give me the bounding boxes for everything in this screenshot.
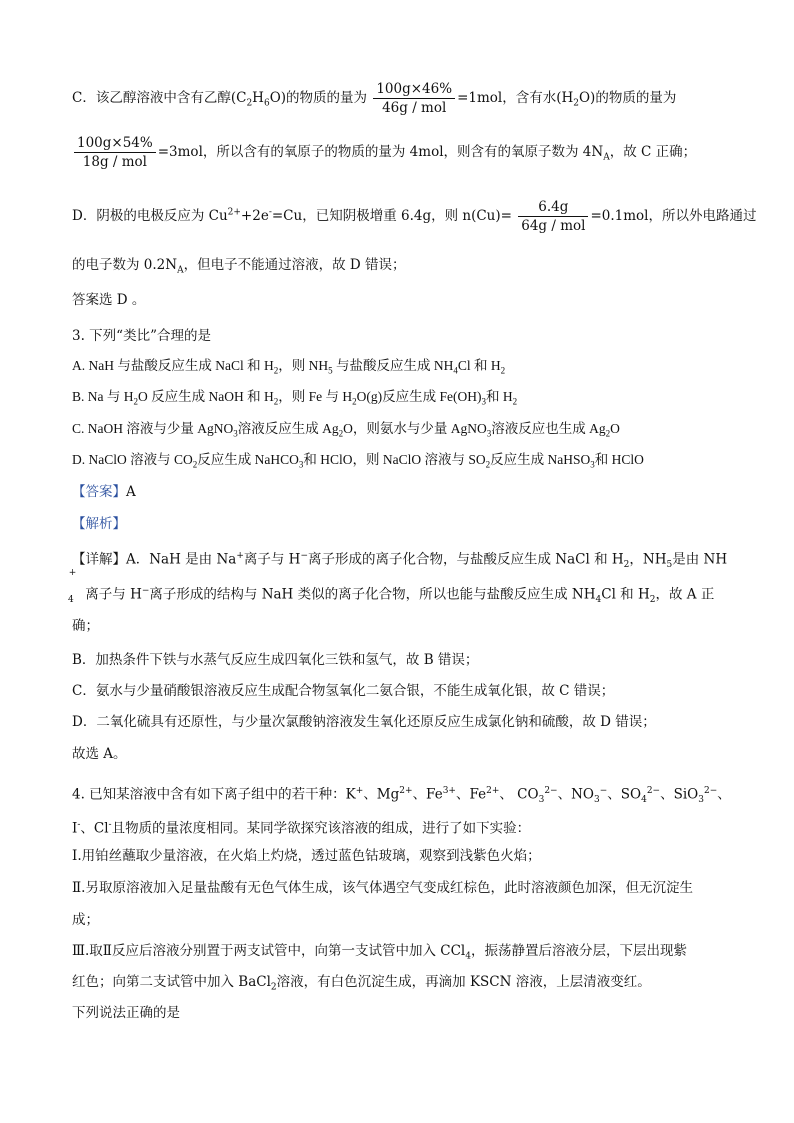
q3-analysis-tag: 【解析】 <box>72 516 126 532</box>
fraction-copper: $\frac{6.4g}{\text{64g / mol}}$ <box>518 198 588 235</box>
q4-line-1: 4. 已知某溶液中含有如下离子组中的若干种：K+、$Mg^{2+}$、$Fe^{3+}$、$Fe^{2+}$、 $CO_3^{2-}$、$NO_3^-$、$SO_4^{2-}$、SiO$_3^{2-}$、 <box>72 786 731 806</box>
answer-tag: 【答案】 <box>72 484 126 500</box>
q3-option-c: C. NaOH 溶液与少量 AgNO$_3$溶液反应生成 $Ag_2O$，则氨水与少量 AgNO$_3$溶液反应也生成 $Ag_2O$ <box>72 421 620 439</box>
fraction-water: $\frac{100g\times 54\%}{\text{18g / mol}}$ <box>74 134 156 171</box>
q4-step-1: Ⅰ.用铂丝蘸取少量溶液，在火焰上灼烧，透过蓝色钴玻璃，观察到浅紫色火焰； <box>72 848 541 864</box>
q3-detail-1: 【详解】A．NaH 是由 Na+离子与 H−离子形成的离子化合物，与盐酸反应生成 NaCl 和 $H_2$，$NH_5$是由 NH <box>72 551 728 571</box>
q3-option-a: A. NaH 与盐酸反应生成 NaCl 和 $H_2$，则 $NH_5$ 与盐酸反应生成 $NH_4Cl$ 和 $H_2$ <box>72 358 506 376</box>
q3-detail-3: 确； <box>72 618 99 634</box>
c-line-2: $\frac{100g\times 54\%}{\text{18g / mol}}$ =3mol，所以含有的氧原子的物质的量为 4mol，则含有的氧原子数为 $4N_A$，故 C 正确； <box>72 134 696 171</box>
q4-step-3b: 红色；向第二支试管中加入 BaCl$_2$溶液，有白色沉淀生成，再滴加 KSCN 溶液，上层清液变红。 <box>72 974 651 993</box>
q4-step-2: Ⅱ.另取原溶液加入足量盐酸有无色气体生成，该气体遇空气变成红棕色，此时溶液颜色加深，但无沉淀生 <box>72 880 693 896</box>
answer-line: 答案选 D 。 <box>72 292 146 308</box>
q3-option-b: B. Na 与 $H_2O$ 反应生成 NaOH 和 $H_2$，则 Fe 与 $H_2O(g)$反应生成 $Fe(OH)_3$和 $H_2$ <box>72 389 518 407</box>
q3-title: 3. 下列“类比”合理的是 <box>72 328 211 344</box>
q3-option-d: D. NaClO 溶液与 $CO_2$反应生成 NaHCO$_3$和 HClO，则 NaClO 溶液与 $SO_2$反应生成 NaHSO$_3$和 HClO <box>72 452 644 470</box>
q3-detail-d: D．二氧化硫具有还原性，与少量次氯酸钠溶液发生氧化还原反应生成氯化钠和硫酸，故 D 错误； <box>72 714 656 730</box>
q3-detail-c: C．氨水与少量硝酸银溶液反应生成配合物氢氧化二氨合银，不能生成氧化银，故 C 错误； <box>72 683 615 699</box>
q4-line-2: I-、Cl-且物质的量浓度相同。某同学欲探究该溶液的组成，进行了如下实验： <box>72 820 531 837</box>
d-line-1: D．阴极的电极反应为 $Cu^{2+}+2e^-=Cu$，已知阴极增重 6.4g，则 n(Cu)= $\frac{6.4g}{\text{64g / mol}}$ =0.1mol，所以外电路通过 <box>72 199 757 234</box>
q3-detail-b: B．加热条件下铁与水蒸气反应生成四氧化三铁和氢气，故 B 错误； <box>72 652 479 668</box>
d-line-2: 的电子数为 $0.2N_A$，但电子不能通过溶液，故 D 错误； <box>72 257 406 276</box>
q3-conclusion: 故选 A。 <box>72 746 127 762</box>
fraction-ethanol: $\frac{100g\times 46\%}{\text{46g / mol}}$ <box>373 80 455 117</box>
q4-step-3: Ⅲ.取Ⅱ反应后溶液分别置于两支试管中，向第一支试管中加入 CCl$_4$，振荡静置后溶液分层，下层出现紫 <box>72 943 687 962</box>
q3-answer: 【答案】A <box>72 484 136 500</box>
c-line-1: C．该乙醇溶液中含有乙醇$(C_2H_6O)$的物质的量为 $\frac{100g\times 46\%}{\text{46g / mol}}$ =1mol，含有水$(H_2O)$的物质的量为 <box>72 81 677 116</box>
q3-detail-2: $_4$+离子与 H−离子形成的结构与 NaH 类似的离子化合物，所以也能与盐酸反应生成 $NH_4Cl$ 和 $H_2$，故 A 正 <box>68 568 715 606</box>
q4-question: 下列说法正确的是 <box>72 1005 180 1021</box>
q4-step-2b: 成； <box>72 912 99 928</box>
